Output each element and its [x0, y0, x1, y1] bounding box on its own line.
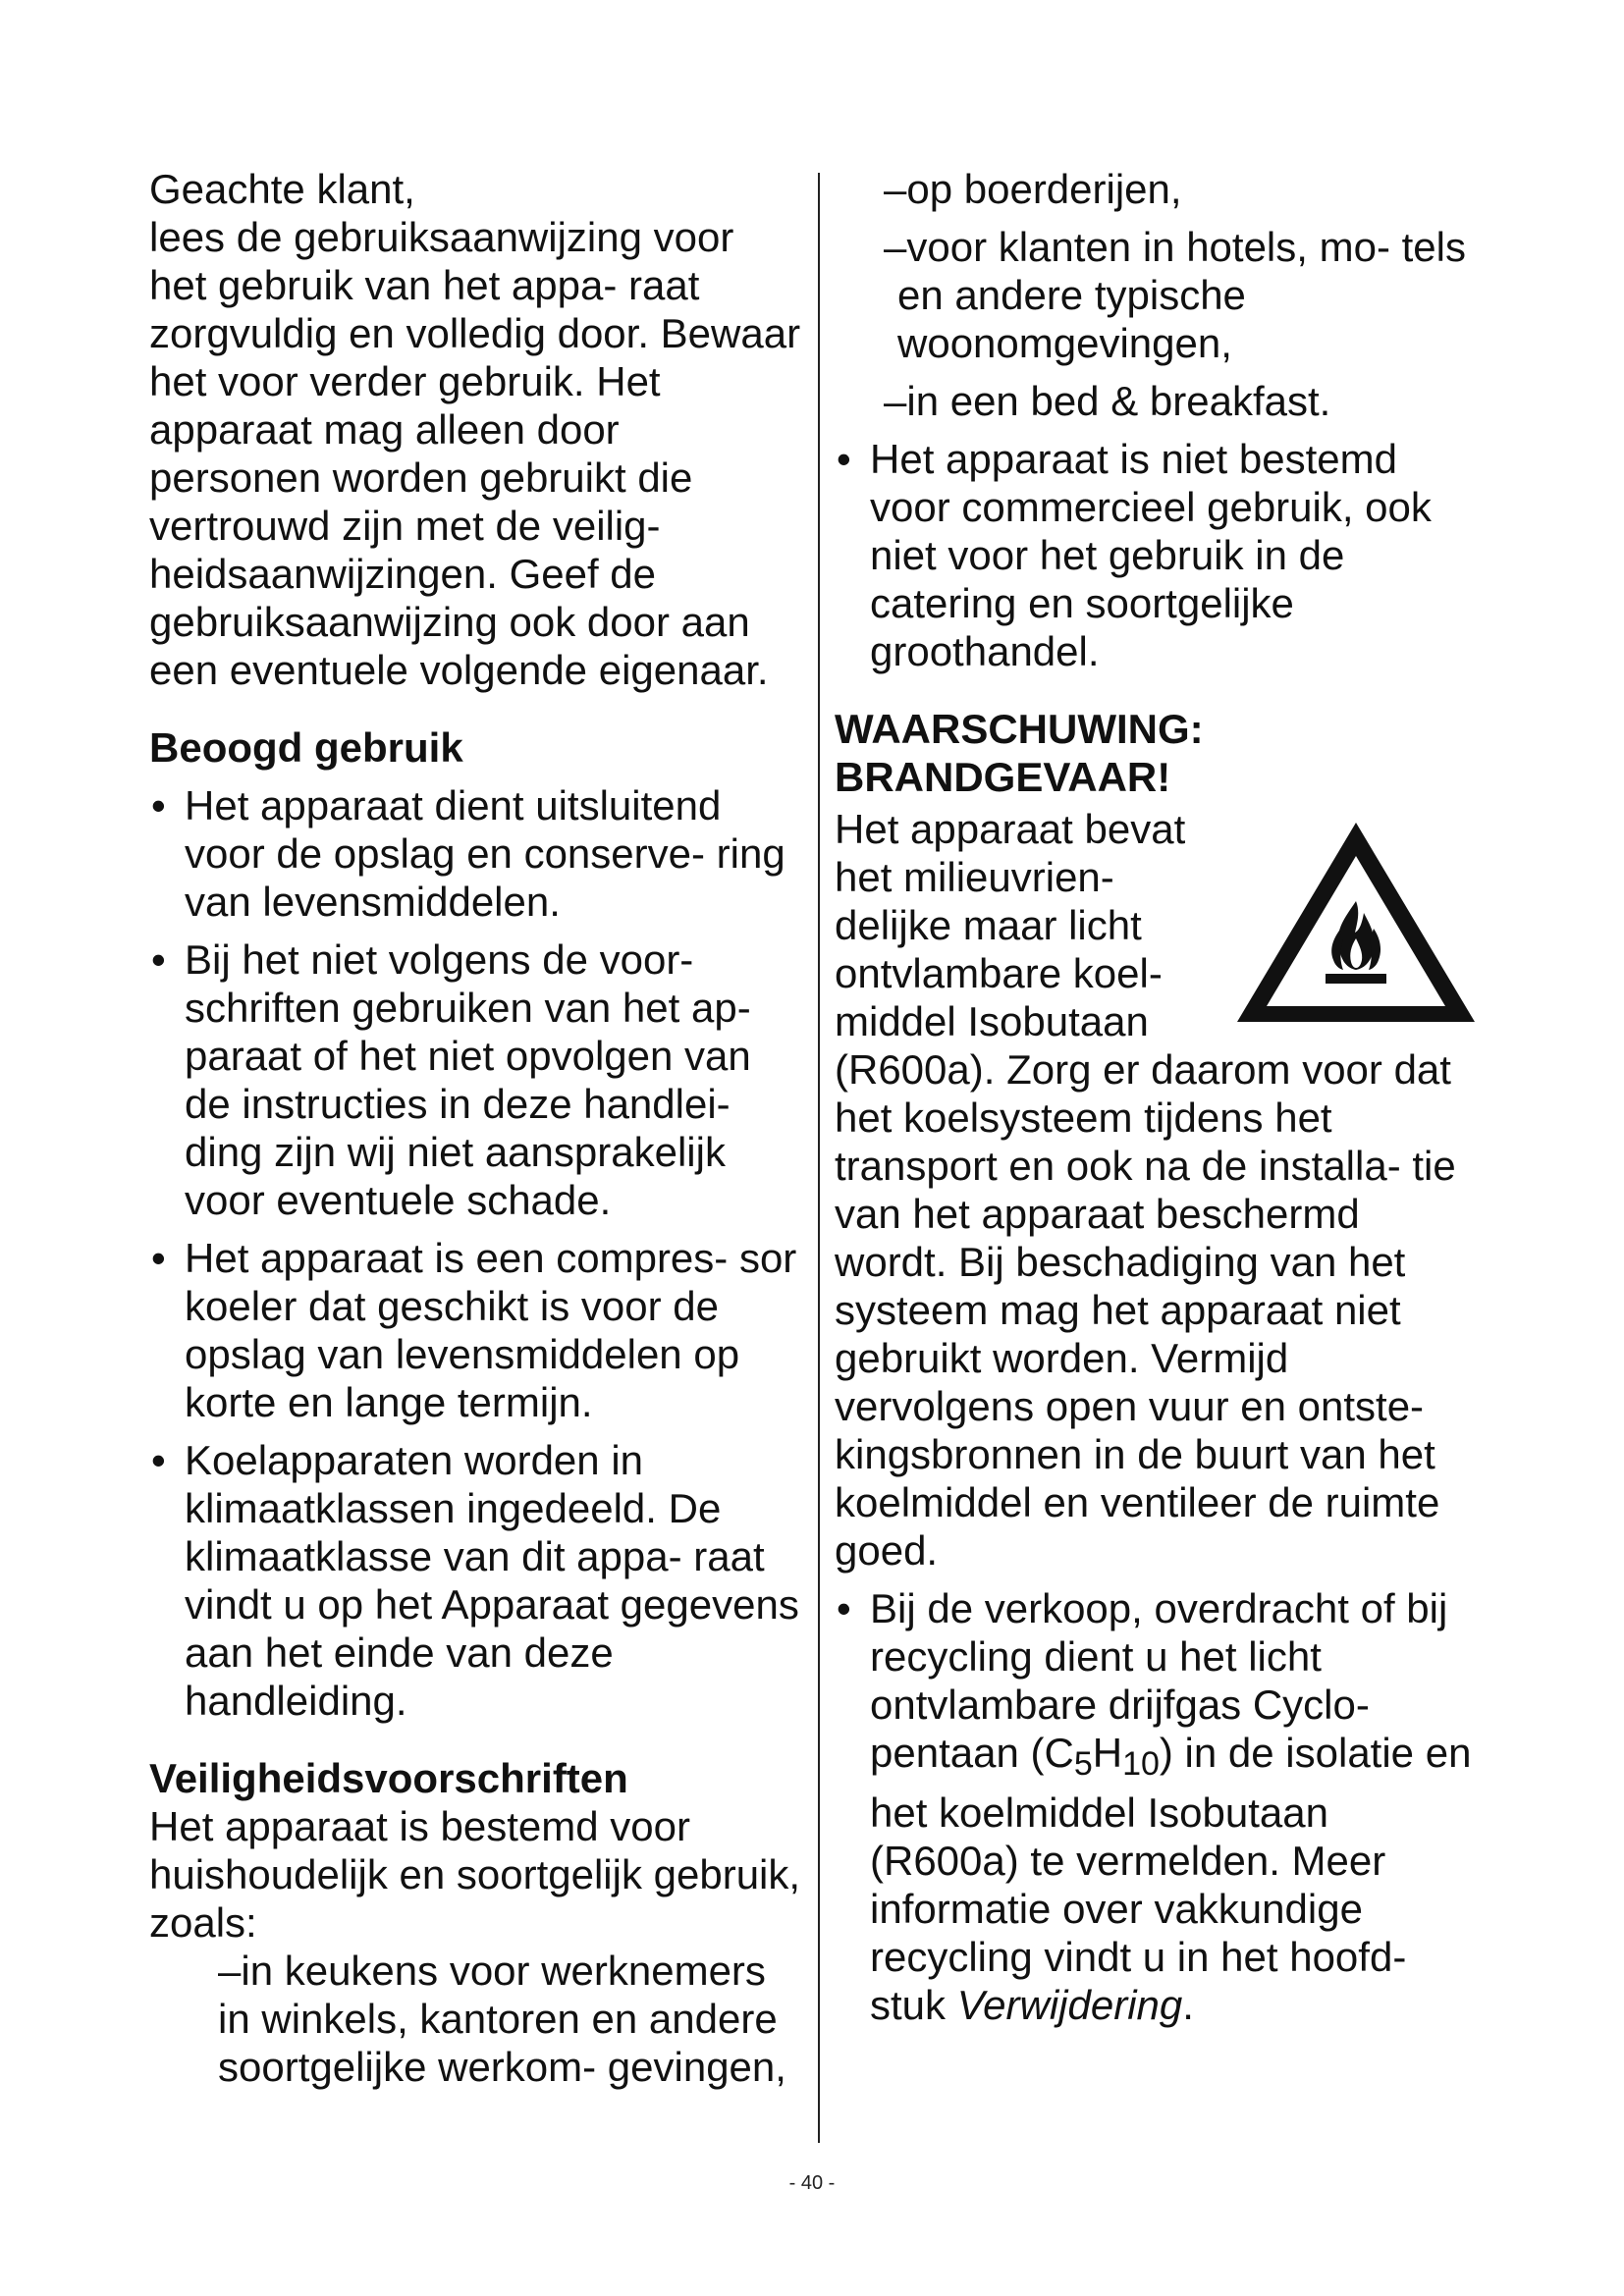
recycle-subscript-5: 5 [1073, 1745, 1093, 1783]
dash-item: –op boerderijen, [884, 166, 1182, 212]
column-divider [818, 173, 820, 2143]
right-column [835, 165, 1483, 2039]
flammable-warning-icon [1233, 817, 1479, 1028]
recycle-text-before: Bij de verkoop, overdracht of bij recycling dient u het licht ontvlambare drijfgas Cyclo- pentaan (C [870, 1585, 1448, 1776]
intro-paragraph: Geachte klant, lees de gebruiksaanwijzing voor het gebruik van het appa- raat zorgvuldig en volledig door. Bewaar het voor verder gebruik. Het apparaat mag alleen door personen worden gebruikt die vertrouwd zijn met de veilig- heidsaanwijzingen. Geef de gebruiksaanwijzing ook door aan een eventuele volgende eigenaar. [149, 166, 801, 693]
dash-item: –voor klanten in hotels, mo- tels en andere typische woonomgevingen, [884, 224, 1466, 366]
safety-heading: Veiligheidsvoorschriften [149, 1755, 628, 1801]
warning-heading-line1: WAARSCHUWING: [835, 706, 1204, 752]
list-item [835, 1584, 1483, 2029]
recycle-text-end: . [1182, 1982, 1194, 2028]
warning-heading [835, 705, 1483, 801]
list-item: • Bij het niet volgens de voor- schriften gebruiken van het ap- paraat of het niet opvolgen van de instructies in deze handlei- ding zijn wij niet aansprakelijk voor eventuele schade. [149, 935, 801, 1224]
list-item: • Het apparaat is niet bestemd voor commercieel gebruik, ook niet voor het gebruik in de catering en soortgelijke groothandel. [835, 435, 1483, 675]
warning-heading-line2: BRANDGEVAAR! [835, 754, 1171, 800]
safety-sub-item: –in keukens voor werknemers in winkels, kantoren en andere soortgelijke werkom- gevingen, [218, 1948, 786, 2090]
left-column [149, 165, 801, 2091]
safety-intro: Het apparaat is bestemd voor huishoudelijk en soortgelijk gebruik, zoals: [149, 1803, 801, 1946]
recycle-subscript-10: 10 [1122, 1745, 1160, 1783]
intended-use-heading: Beoogd gebruik [149, 724, 463, 771]
page-number: - 40 - [788, 2172, 836, 2194]
recycling-list [835, 1584, 1483, 2029]
warning-block [835, 805, 1483, 1575]
warning-text: Het apparaat bevat het milieuvrien- delijke maar licht ontvlambare koel- middel Isobutaan (R600a). Zorg er daarom voor dat het koelsysteem tijdens het transport en ook na de installa- tie van het apparaat beschermd wordt. Bij beschadiging van het systeem mag het apparaat niet gebruikt worden. Vermijd vervolgens open vuur en ontste- kingsbronnen in de buurt van het koelmiddel en ventileer de ruimte goed. [835, 806, 1456, 1574]
list-item: • Het apparaat dient uitsluitend voor de opslag en conserve- ring van levensmiddelen. [149, 781, 801, 926]
dash-item: –in een bed & breakfast. [884, 378, 1331, 424]
list-item: • Koelapparaten worden in klimaatklassen ingedeeld. De klimaatklasse van dit appa- raat vindt u op het Apparaat gegevens aan het einde van deze handleiding. [149, 1436, 801, 1725]
intended-use-list [149, 781, 801, 1725]
recycle-chapter-reference: Verwijdering [956, 1982, 1183, 2028]
recycle-text-after: ) in de isolatie en het koelmiddel Isobutaan (R600a) te vermelden. Meer informatie over vakkundige recycling vindt u in het hoofd- stuk [870, 1730, 1472, 2028]
recycle-text-mid: H [1092, 1730, 1123, 1776]
commercial-list [835, 435, 1483, 675]
list-item: • Het apparaat is een compres- sor koeler dat geschikt is voor de opslag van levensmiddelen op korte en lange termijn. [149, 1234, 801, 1426]
